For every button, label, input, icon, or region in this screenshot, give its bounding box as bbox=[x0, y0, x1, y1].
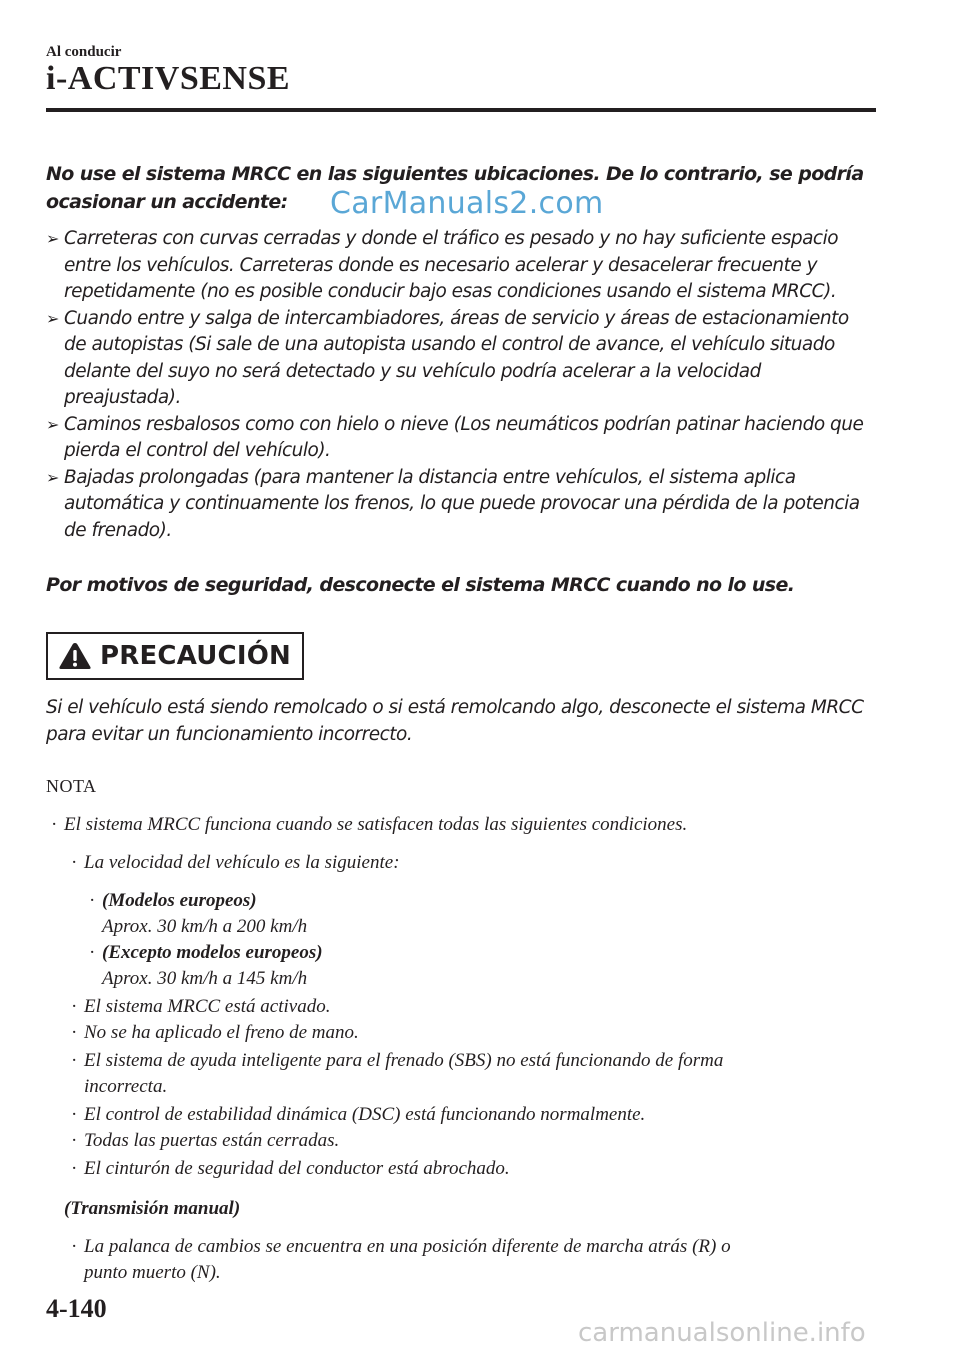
warning-item bbox=[46, 412, 876, 465]
dot-bullet-icon: · bbox=[89, 890, 96, 911]
note-label: NOTA bbox=[46, 776, 97, 796]
dot-bullet-icon: · bbox=[71, 996, 78, 1017]
condition-text: El sistema de ayuda inteligente para el frenado (SBS) no está funcionando de forma bbox=[84, 1050, 724, 1071]
dot-bullet-icon: · bbox=[71, 1236, 78, 1257]
arrow-bullet-icon: ➢ bbox=[46, 308, 59, 328]
arrow-bullet-icon: ➢ bbox=[46, 229, 59, 248]
arrow-bullet-icon: ➢ bbox=[46, 414, 59, 434]
euro-label: (Modelos europeos) bbox=[102, 890, 257, 911]
warning-item-text: Caminos resbalosos como con hielo o nieve (Los neumáticos podrían patinar haciendo que pierda el control del vehículo). bbox=[64, 413, 864, 461]
dot-bullet-icon: · bbox=[71, 852, 78, 873]
warning-item bbox=[46, 465, 876, 545]
dot-bullet-icon: · bbox=[71, 1050, 78, 1071]
condition-text: El cinturón de seguridad del conductor está abrochado. bbox=[84, 1158, 510, 1179]
condition-text: No se ha aplicado el freno de mano. bbox=[84, 1022, 359, 1043]
condition-text: El sistema MRCC está activado. bbox=[84, 996, 331, 1017]
warning-intro: No use el sistema MRCC en las siguientes ubicaciones. De lo contrario, se podría ocasionar un accidente: bbox=[46, 163, 864, 213]
condition-text-continued: punto muerto (N). bbox=[84, 1262, 221, 1283]
safety-notice: Por motivos de seguridad, desconecte el sistema MRCC cuando no lo use. bbox=[46, 574, 795, 596]
manual-transmission-label: (Transmisión manual) bbox=[64, 1198, 241, 1219]
condition-text-continued: incorrecta. bbox=[84, 1076, 168, 1097]
watermark-top[interactable]: CarManuals2.com bbox=[330, 186, 604, 221]
euro-value: Aprox. 30 km/h a 200 km/h bbox=[102, 916, 308, 937]
caution-text: Si el vehículo está siendo remolcado o si está remolcando algo, desconecte el sistema MRCC para evitar un funcionamiento incorrecto. bbox=[46, 697, 864, 745]
warning-item-text: Cuando entre y salga de intercambiadores, áreas de servicio y áreas de estacionamiento de autopistas (Si sale de una autopista usando el control de avance, el vehículo situado delante del suyo no será detectado y su vehículo podría acelerar a la velocidad preajustada). bbox=[64, 307, 849, 408]
caution-title: PRECAUCIÓN bbox=[100, 641, 291, 671]
chapter-title: i-ACTIVSENSE bbox=[46, 60, 291, 97]
non-euro-label: (Excepto modelos europeos) bbox=[102, 942, 323, 963]
watermark-bottom[interactable]: carmanualsonline.info bbox=[578, 1318, 866, 1348]
header-rule bbox=[46, 108, 876, 112]
dot-bullet-icon: · bbox=[71, 1158, 78, 1179]
condition-text: El control de estabilidad dinámica (DSC) está funcionando normalmente. bbox=[84, 1104, 646, 1125]
page-number: 4-140 bbox=[46, 1294, 107, 1323]
warning-list bbox=[46, 226, 876, 544]
non-euro-value: Aprox. 30 km/h a 145 km/h bbox=[102, 968, 308, 989]
dot-bullet-icon: · bbox=[71, 1130, 78, 1151]
speed-intro: La velocidad del vehículo es la siguiente: bbox=[84, 852, 400, 873]
warning-item-text: Carreteras con curvas cerradas y donde el tráfico es pesado y no hay suficiente espacio entre los vehículos. Carreteras donde es necesario acelerar y desacelerar frecuente y repetidamente (no es posible conducir bajo esas condiciones usando el sistema MRCC). bbox=[64, 228, 839, 302]
dot-bullet-icon: · bbox=[71, 1104, 78, 1125]
warning-item bbox=[46, 306, 876, 412]
warning-triangle-icon bbox=[58, 641, 92, 671]
warning-item-text: Bajadas prolongadas (para mantener la distancia entre vehículos, el sistema aplica automática y continuamente los frenos, lo que puede provocar una pérdida de la potencia de frenado). bbox=[64, 466, 860, 541]
warning-item bbox=[46, 226, 876, 306]
condition-text: La palanca de cambios se encuentra en una posición diferente de marcha atrás (R) o bbox=[84, 1236, 731, 1257]
dot-bullet-icon: · bbox=[71, 1022, 78, 1043]
section-label: Al conducir bbox=[46, 44, 122, 60]
dot-bullet-icon: · bbox=[51, 814, 58, 835]
dot-bullet-icon: · bbox=[89, 942, 96, 963]
condition-text: Todas las puertas están cerradas. bbox=[84, 1130, 340, 1151]
arrow-bullet-icon: ➢ bbox=[46, 467, 59, 487]
caution-box bbox=[46, 632, 304, 680]
note-intro: El sistema MRCC funciona cuando se satisfacen todas las siguientes condiciones. bbox=[64, 814, 688, 835]
